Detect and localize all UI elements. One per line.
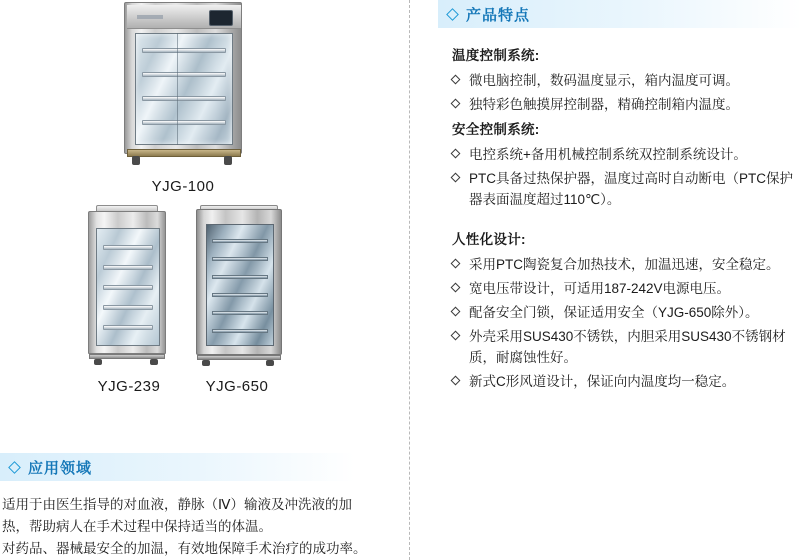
cabinet-top-panel: [127, 5, 241, 29]
shelf: [103, 325, 153, 330]
shelf: [103, 245, 153, 250]
diamond-bullet-icon: [451, 331, 461, 341]
shelf: [103, 285, 153, 290]
feature-item-text: 微电脑控制，数码温度显示，箱内温度可调。: [469, 73, 739, 88]
application-section-header: [0, 453, 355, 481]
application-body: [2, 494, 387, 560]
diamond-bullet-icon: [451, 173, 461, 183]
feature-item: [452, 94, 802, 115]
caster-wheel: [94, 359, 102, 365]
diamond-icon: [446, 8, 459, 21]
shelf: [212, 257, 268, 261]
feature-heading: 人性化设计:: [452, 232, 526, 247]
product-caption-yjg-650: YJG-650: [205, 378, 269, 395]
feature-item-text: 采用PTC陶瓷复合加热技术，加温迅速，安全稳定。: [469, 257, 780, 272]
feature-block-design: [452, 228, 802, 395]
feature-heading: 温度控制系统:: [452, 48, 540, 63]
shelf: [212, 311, 268, 315]
product-image-yjg-650: [196, 205, 282, 363]
feature-item: [452, 70, 802, 91]
feature-item-text: 外壳采用SUS430不锈铁，内胆采用SUS430不锈钢材质，耐腐蚀性好。: [469, 329, 786, 365]
feature-heading: 安全控制系统:: [452, 122, 540, 137]
diamond-bullet-icon: [451, 259, 461, 269]
feature-block-temperature: [452, 44, 802, 118]
diamond-bullet-icon: [451, 99, 461, 109]
shelf: [142, 120, 226, 125]
glass-door: [96, 228, 160, 346]
diamond-bullet-icon: [451, 75, 461, 85]
feature-item: [452, 326, 802, 368]
brand-mark: [137, 15, 163, 19]
features-section-title: 产品特点: [466, 6, 531, 24]
feature-item-text: 配备安全门锁，保证适用安全（YJG-650除外）。: [469, 305, 759, 320]
caster-wheel: [150, 359, 158, 365]
diamond-bullet-icon: [451, 149, 461, 159]
product-caption-yjg-100: YJG-100: [151, 178, 215, 195]
diamond-bullet-icon: [451, 307, 461, 317]
shelf: [212, 329, 268, 333]
cabinet-body: [124, 2, 242, 154]
door-seam: [177, 33, 178, 145]
feature-item-text: PTC具备过热保护器，温度过高时自动断电（PTC保护器表面温度超过110℃）。: [469, 171, 793, 207]
feature-item-text: 独特彩色触摸屏控制器，精确控制箱内温度。: [469, 97, 739, 112]
feature-item: [452, 302, 802, 323]
application-line: 对药品、器械最安全的加温，有效地保障手术治疗的成功率。: [2, 541, 367, 556]
shelf: [212, 293, 268, 297]
feature-item: [452, 278, 802, 299]
diamond-icon: [8, 461, 21, 474]
shelf: [212, 275, 268, 279]
shelf: [142, 48, 226, 53]
touchscreen-controller-icon: [209, 10, 233, 26]
application-line: 热，帮助病人在手术过程中保持适当的体温。: [2, 519, 272, 534]
diamond-bullet-icon: [451, 376, 461, 386]
shelf: [103, 305, 153, 310]
feature-item-text: 电控系统+备用机械控制系统双控制系统设计。: [469, 147, 747, 162]
shelf: [103, 265, 153, 270]
shelf: [142, 72, 226, 77]
cabinet-body: [196, 209, 282, 355]
feature-item-text: 新式C形风道设计，保证向内温度均一稳定。: [469, 374, 736, 389]
feature-item: [452, 371, 802, 392]
shelf: [212, 239, 268, 243]
caster-wheel: [224, 156, 232, 165]
features-section-header: [438, 0, 802, 28]
glass-door: [206, 224, 274, 346]
application-section-title: 应用领域: [28, 459, 93, 477]
cabinet-body: [88, 211, 166, 354]
product-caption-yjg-239: YJG-239: [97, 378, 161, 395]
feature-block-safety: [452, 118, 802, 213]
feature-item: [452, 168, 802, 210]
feature-item: [452, 254, 802, 275]
glass-door: [135, 33, 233, 145]
caster-wheel: [202, 360, 210, 366]
product-image-yjg-239: [88, 205, 166, 363]
feature-item: [452, 144, 802, 165]
shelf: [142, 96, 226, 101]
product-image-yjg-100: [124, 2, 242, 165]
right-column: [410, 0, 802, 560]
application-line: 适用于由医生指导的对血液，静脉（Ⅳ）输液及冲洗液的加: [2, 497, 352, 512]
caster-wheel: [266, 360, 274, 366]
diamond-bullet-icon: [451, 283, 461, 293]
caster-wheel: [132, 156, 140, 165]
feature-item-text: 宽电压带设计，可适用187-242V电源电压。: [469, 281, 731, 296]
